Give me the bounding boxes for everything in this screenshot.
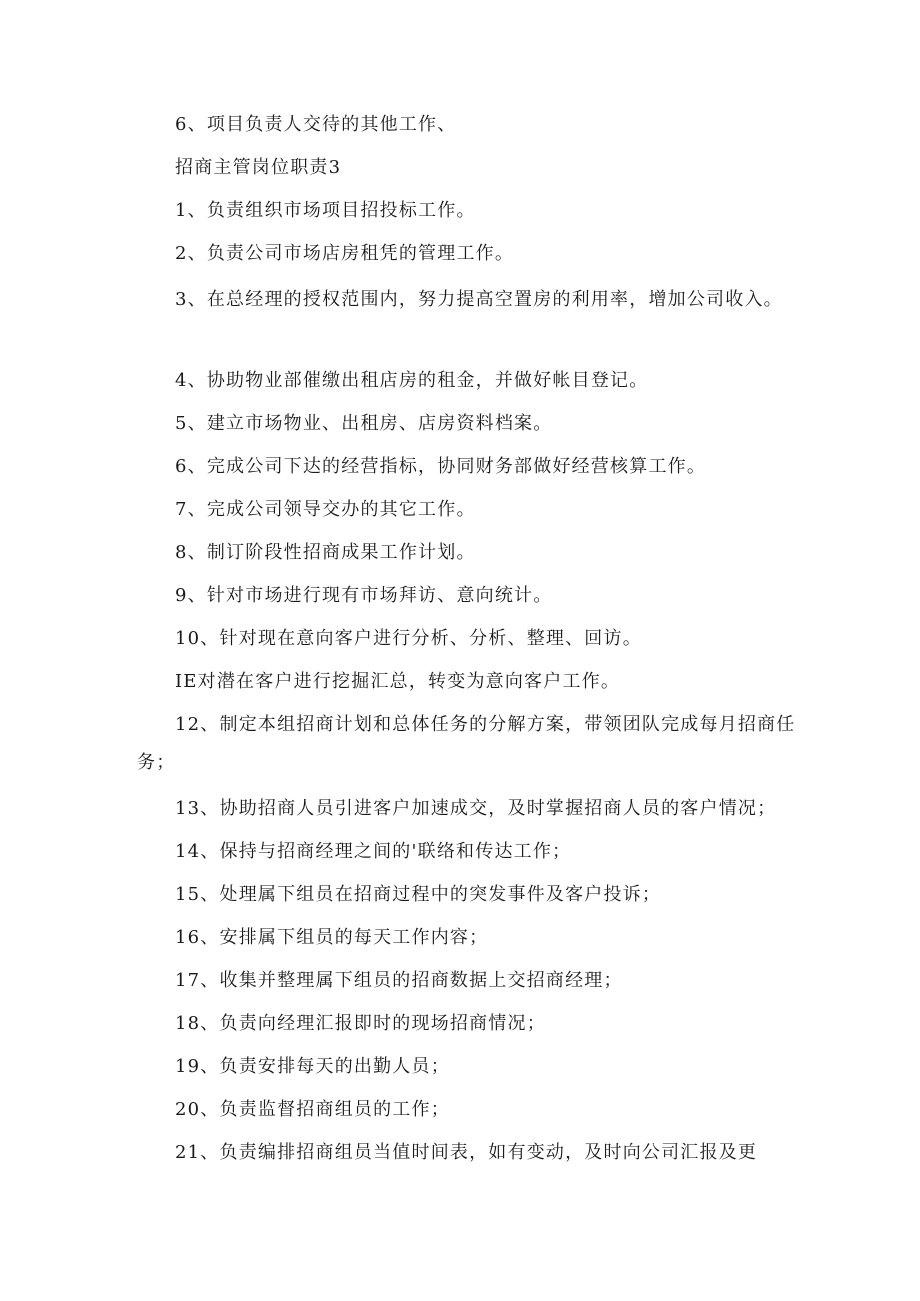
paragraph-item: 2、负责公司市场店房租凭的管理工作。 [175,243,515,264]
section-heading: 招商主管岗位职责3 [175,157,342,178]
paragraph-item: 10、针对现在意向客户进行分析、分析、整理、回访。 [175,628,642,649]
paragraph-item: 18、负责向经理汇报即时的现场招商情况； [175,1013,546,1034]
paragraph-item-6-other-work: 6、项目负责人交待的其他工作、 [175,114,457,135]
paragraph-item: 9、针对市场进行现有市场拜访、意向统计。 [175,585,553,606]
paragraph-item: 4、协助物业部催缴出租店房的租金，并做好帐目登记。 [175,370,649,391]
paragraph-item: 6、完成公司下达的经营指标，协同财务部做好经营核算工作。 [175,456,707,477]
paragraph-item: 21、负责编排招商组员当值时间表，如有变动，及时向公司汇报及更 [175,1142,758,1163]
paragraph-item: 13、协助招商人员引进客户加速成交，及时掌握招商人员的客户情况； [175,798,777,819]
paragraph-item: 3、在总经理的授权范围内，努力提高空置房的利用率，增加公司收入。 [175,289,783,310]
paragraph-item: 16、安排属下组员的每天工作内容； [175,927,489,948]
paragraph-item: IE对潜在客户进行挖掘汇总，转变为意向客户工作。 [175,671,621,692]
paragraph-item: 14、保持与招商经理之间的'联络和传达工作； [175,841,572,862]
paragraph-item: 7、完成公司领导交办的其它工作。 [175,499,476,520]
paragraph-item: 5、建立市场物业、出租房、店房资料档案。 [175,413,553,434]
paragraph-item: 17、收集并整理属下组员的招商数据上交招商经理； [175,970,623,991]
paragraph-item: 20、负责监督招商组员的工作； [175,1099,450,1120]
paragraph-item: 8、制订阶段性招商成果工作计划。 [175,542,476,563]
paragraph-item: 1、负责组织市场项目招投标工作。 [175,200,476,221]
paragraph-item: 15、处理属下组员在招商过程中的突发事件及客户投诉； [175,884,662,905]
paragraph-item: 12、制定本组招商计划和总体任务的分解方案，带领团队完成每月招商任务； [137,714,796,773]
paragraph-item: 19、负责安排每天的出勤人员； [175,1056,450,1077]
